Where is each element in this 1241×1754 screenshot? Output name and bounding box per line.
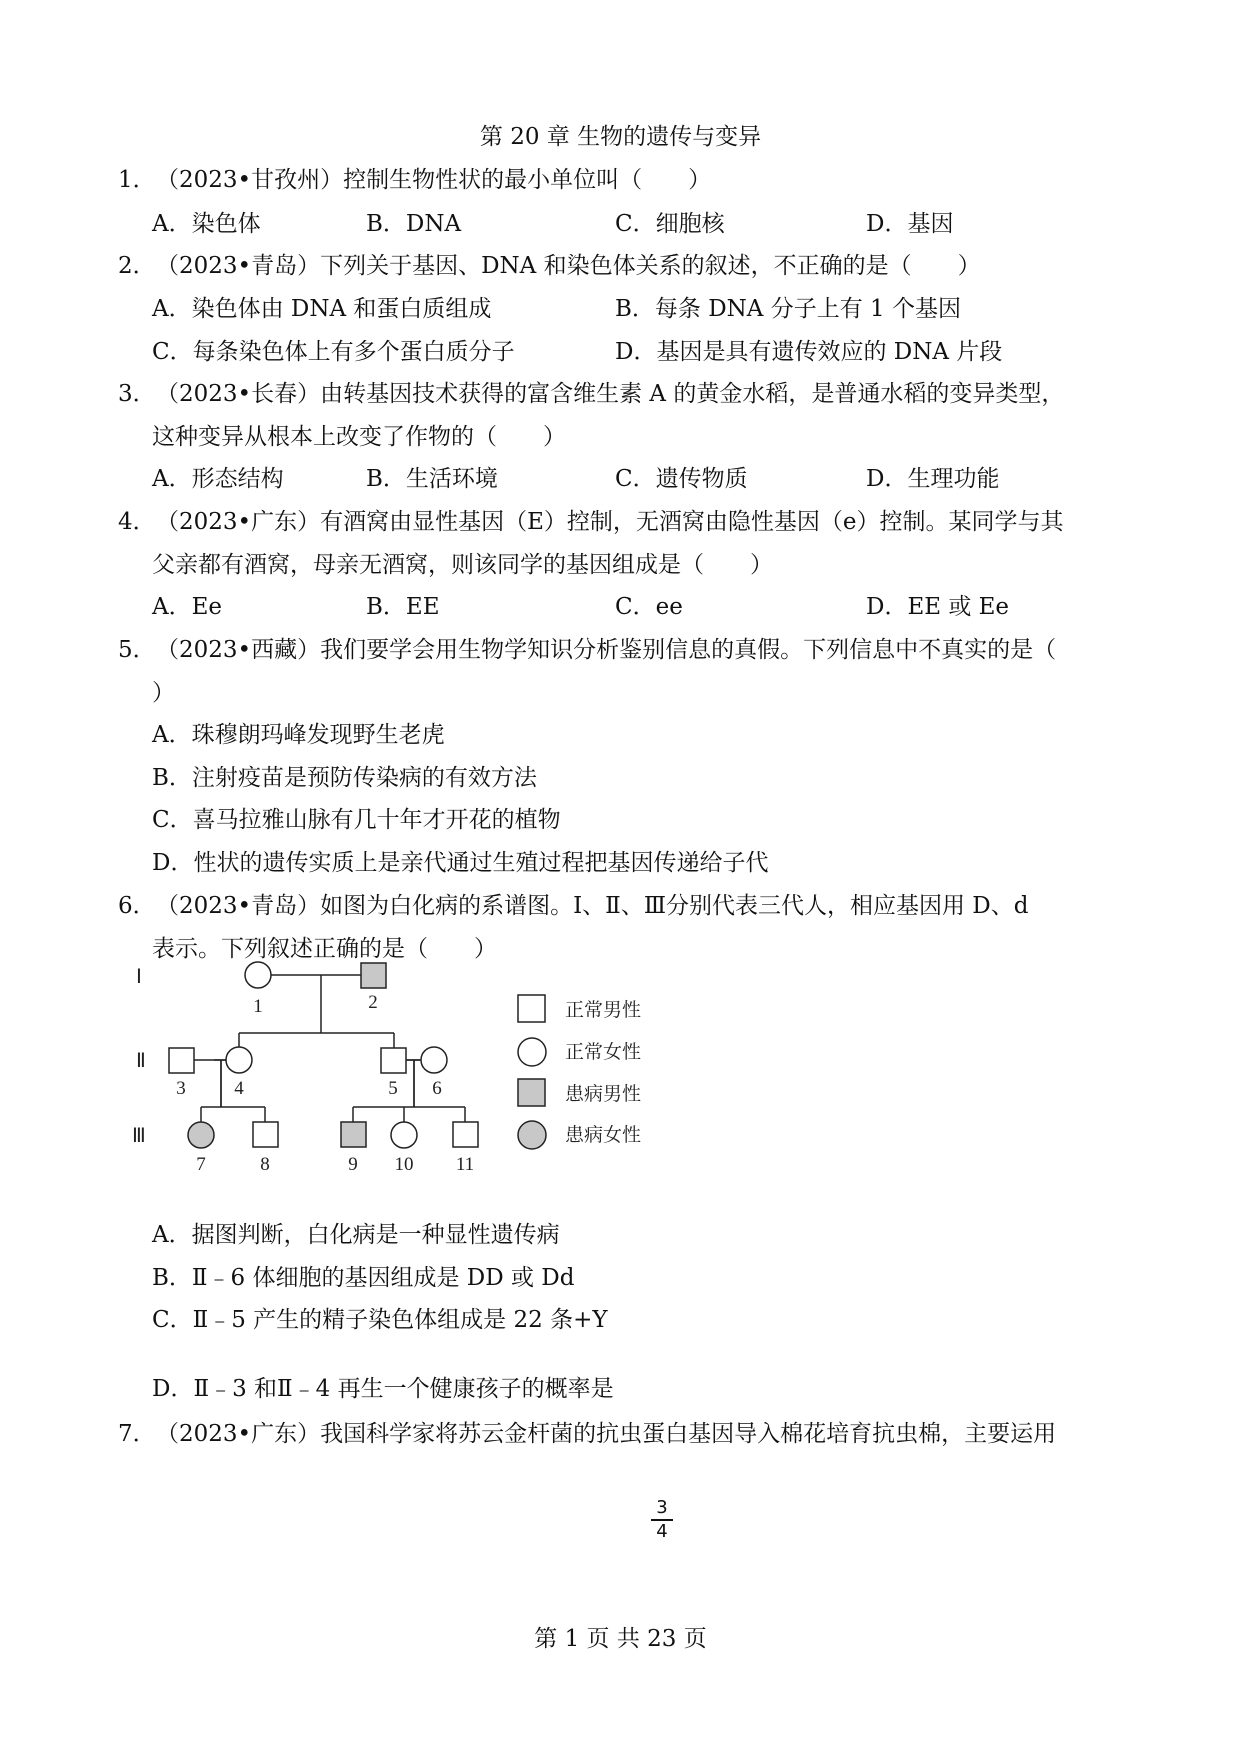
- question-number: 2．: [118, 253, 156, 279]
- individual-4: [226, 1047, 252, 1073]
- option-b: B．生活环境: [366, 466, 498, 492]
- question-text: （2023•西藏）我们要学会用生物学知识分析鉴别信息的真假。下列信息中不真实的是（: [156, 637, 1057, 663]
- question-number: 1．: [118, 167, 156, 193]
- individual-number: 2: [368, 992, 378, 1013]
- question-text: （2023•广东）我国科学家将苏云金杆菌的抗虫蛋白基因导入棉花培育抗虫棉，主要运用: [156, 1421, 1057, 1447]
- question-number: 3．: [118, 381, 156, 407]
- question-text: （2023•长春）由转基因技术获得的富含维生素 A 的黄金水稻，是普通水稻的变异类型，: [156, 381, 1065, 407]
- legend-affected-male-icon: [518, 1079, 545, 1106]
- question-text-continued: 这种变异从根本上改变了作物的（ ）: [152, 424, 566, 450]
- option-b: B．Ⅱ﹣6 体细胞的基因组成是 DD 或 Dd: [152, 1265, 575, 1291]
- individual-number: 6: [432, 1078, 442, 1099]
- option-b: B．EE: [366, 594, 440, 620]
- option-d: D．基因: [866, 211, 954, 237]
- option-a: A．染色体由 DNA 和蛋白质组成: [152, 296, 492, 322]
- individual-1: [245, 962, 271, 988]
- legend-normal-female-icon: [518, 1038, 546, 1066]
- option-c: C．ee: [615, 594, 683, 620]
- individual-number: 9: [348, 1154, 358, 1175]
- option-a: A．形态结构: [152, 466, 284, 492]
- option-a: A．Ee: [152, 594, 223, 620]
- question-2: [118, 249, 981, 283]
- question-text: （2023•甘孜州）控制生物性状的最小单位叫（ ）: [156, 167, 712, 193]
- individual-6: [421, 1047, 447, 1073]
- option-c: C．每条染色体上有多个蛋白质分子: [152, 339, 515, 365]
- option-d: D．Ⅱ﹣3 和Ⅱ﹣4 再生一个健康孩子的概率是: [152, 1376, 614, 1402]
- legend-normal-male-icon: [518, 995, 545, 1022]
- individual-3: [169, 1048, 194, 1073]
- question-6: [118, 889, 1028, 923]
- option-d: D．基因是具有遗传效应的 DNA 片段: [615, 339, 1003, 365]
- individual-number: 8: [260, 1154, 270, 1175]
- individual-8: [253, 1122, 278, 1147]
- question-4: [118, 505, 1064, 539]
- fraction-numerator: 3: [656, 1497, 668, 1518]
- option-c: C．喜马拉雅山脉有几十年才开花的植物: [152, 807, 561, 833]
- individual-5: [381, 1048, 406, 1073]
- option-b: B．每条 DNA 分子上有 1 个基因: [615, 296, 961, 322]
- question-text: （2023•青岛）如图为白化病的系谱图。Ⅰ、Ⅱ、Ⅲ分别代表三代人，相应基因用 D、d: [156, 893, 1029, 919]
- question-text-continued: 父亲都有酒窝，母亲无酒窝，则该同学的基因组成是（ ）: [152, 552, 773, 578]
- option-d: D．EE 或 Ee: [866, 594, 1010, 620]
- option-c: C．Ⅱ﹣5 产生的精子染色体组成是 22 条+Y: [152, 1307, 608, 1333]
- option-c: C．细胞核: [615, 211, 725, 237]
- option-a: A．珠穆朗玛峰发现野生老虎: [152, 722, 445, 748]
- individual-11: [453, 1122, 478, 1147]
- question-number: 4．: [118, 509, 156, 535]
- page-footer: 第 1 页 共 23 页: [534, 1626, 707, 1652]
- individual-number: 5: [388, 1078, 398, 1099]
- individual-number: 4: [234, 1078, 244, 1099]
- option-d: D．生理功能: [866, 466, 1000, 492]
- individual-10: [391, 1122, 417, 1148]
- question-1: [118, 163, 711, 197]
- option-a: A．染色体: [152, 211, 261, 237]
- question-text-continued: 表示。下列叙述正确的是（ ）: [152, 936, 497, 962]
- question-number: 6．: [118, 893, 156, 919]
- individual-2: [361, 963, 386, 988]
- question-number: 5．: [118, 637, 156, 663]
- generation-label: Ⅰ: [136, 966, 142, 988]
- legend-label: 正常女性: [565, 1042, 642, 1063]
- individual-9: [341, 1122, 366, 1147]
- option-c: C．遗传物质: [615, 466, 748, 492]
- legend-label: 正常男性: [565, 1000, 642, 1021]
- question-text-continued: ）: [152, 680, 175, 706]
- question-3: [118, 377, 1064, 411]
- individual-number: 1: [253, 996, 263, 1017]
- question-5: [118, 633, 1056, 667]
- question-number: 7．: [118, 1421, 156, 1447]
- legend-label: 患病男性: [565, 1084, 642, 1105]
- generation-label: Ⅲ: [132, 1125, 146, 1147]
- option-b: B．注射疫苗是预防传染病的有效方法: [152, 765, 537, 791]
- fraction: [651, 1498, 673, 1542]
- individual-number: 10: [394, 1154, 414, 1175]
- question-text: （2023•广东）有酒窝由显性基因（E）控制，无酒窝由隐性基因（e）控制。某同学与其: [156, 509, 1064, 535]
- generation-label: Ⅱ: [136, 1050, 146, 1072]
- legend-affected-female-icon: [518, 1121, 546, 1149]
- chapter-title: 第 20 章 生物的遗传与变异: [479, 124, 762, 150]
- individual-number: 3: [176, 1078, 186, 1099]
- legend-label: 患病女性: [565, 1125, 642, 1146]
- option-b: B．DNA: [366, 211, 462, 237]
- individual-number: 7: [196, 1154, 206, 1175]
- question-7: [118, 1417, 1056, 1451]
- question-text: （2023•青岛）下列关于基因、DNA 和染色体关系的叙述，不正确的是（ ）: [156, 253, 981, 279]
- fraction-denominator: 4: [656, 1521, 668, 1542]
- individual-number: 11: [455, 1154, 475, 1175]
- option-a: A．据图判断，白化病是一种显性遗传病: [152, 1222, 560, 1248]
- individual-7: [188, 1122, 214, 1148]
- option-d: D．性状的遗传实质上是亲代通过生殖过程把基因传递给子代: [152, 850, 769, 876]
- pedigree-chart: [132, 960, 700, 1200]
